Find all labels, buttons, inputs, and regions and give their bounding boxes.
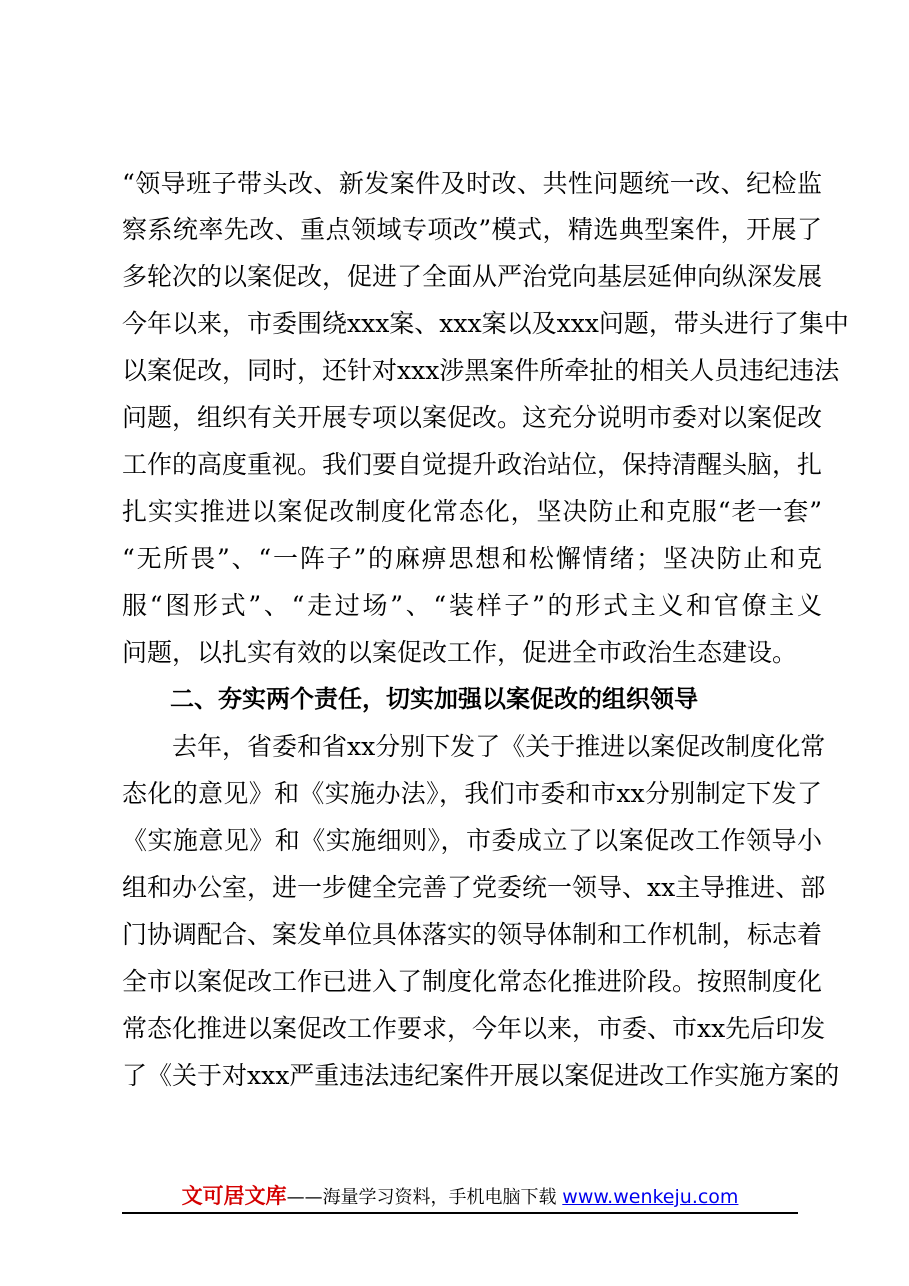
section-heading: 二、夯实两个责任，切实加强以案促改的组织领导 <box>170 685 698 713</box>
paragraph-line: 察系统率先改、重点领域专项改”模式，精选典型案件，开展了 <box>122 215 822 244</box>
footer-tagline: ——海量学习资料，手机电脑下载 <box>286 1187 563 1208</box>
paragraph-line: 以案促改，同时，还针对xxx涉黑案件所牵扯的相关人员违纪违法 <box>122 356 840 385</box>
paragraph-line: 去年，省委和省xx分别下发了《关于推进以案促改制度化常 <box>172 732 826 761</box>
paragraph-line: 常态化推进以案促改工作要求，今年以来，市委、市xx先后印发 <box>122 1014 826 1043</box>
footer-divider <box>122 1212 798 1214</box>
paragraph-line: 全市以案促改工作已进入了制度化常态化推进阶段。按照制度化 <box>122 967 823 996</box>
paragraph-line: “无所畏”、“一阵子”的麻痹思想和松懈情绪；坚决防止和克 <box>122 544 822 573</box>
paragraph-line: “领导班子带头改、新发案件及时改、共性问题统一改、纪检监 <box>122 169 822 198</box>
footer-brand: 文可居文库 <box>181 1184 287 1208</box>
paragraph-line: 了《关于对xxx严重违法违纪案件开展以案促进改工作实施方案的 <box>122 1061 840 1090</box>
paragraph-line: 《实施意见》和《实施细则》，市委成立了以案促改工作领导小 <box>122 826 822 855</box>
paragraph-line: 组和办公室，进一步健全完善了党委统一领导、xx主导推进、部 <box>122 873 826 902</box>
paragraph-line: 扎实实推进以案促改制度化常态化，坚决防止和克服“老一套” <box>122 497 822 526</box>
paragraph-line: 问题，以扎实有效的以案促改工作，促进全市政治生态建设。 <box>122 638 798 667</box>
page-footer <box>122 1178 798 1214</box>
paragraph-line: 问题，组织有关开展专项以案促改。这充分说明市委对以案促改 <box>122 403 823 432</box>
paragraph-line: 门协调配合、案发单位具体落实的领导体制和工作机制，标志着 <box>122 920 823 949</box>
paragraph-line: 服“图形式”、“走过场”、“装样子”的形式主义和官僚主义 <box>122 591 822 620</box>
paragraph-line: 工作的高度重视。我们要自觉提升政治站位，保持清醒头脑，扎 <box>122 450 823 479</box>
paragraph-line: 今年以来，市委围绕xxx案、xxx案以及xxx问题，带头进行了集中 <box>122 309 849 338</box>
paragraph-line: 态化的意见》和《实施办法》，我们市委和市xx分别制定下发了 <box>122 779 822 808</box>
paragraph-line: 多轮次的以案促改，促进了全面从严治党向基层延伸向纵深发展 <box>122 262 823 291</box>
footer-website-link[interactable]: www.wenkeju.com <box>562 1186 739 1208</box>
